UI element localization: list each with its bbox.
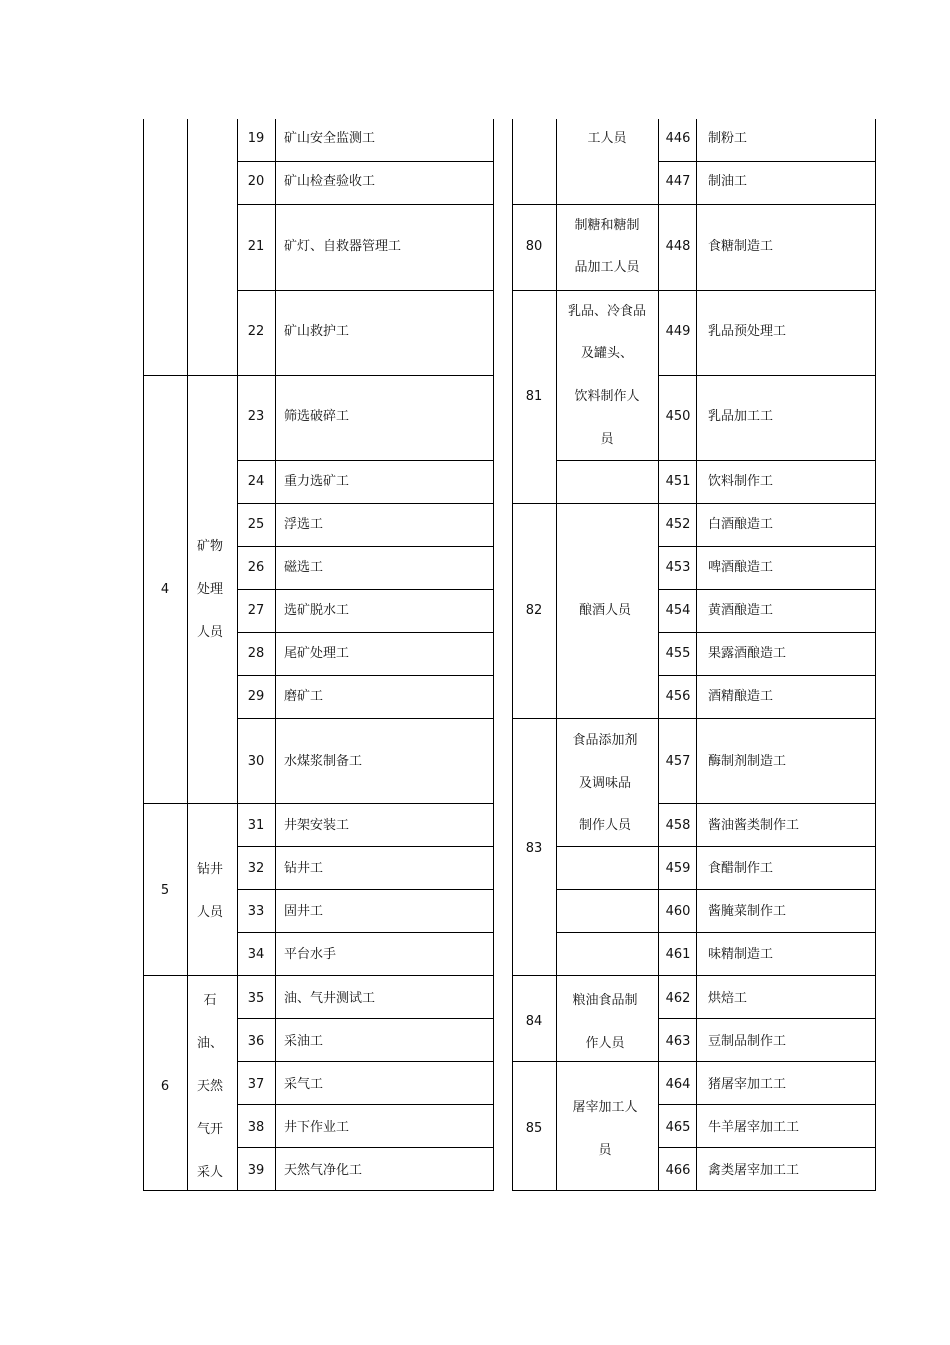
occupation-name: 平台水手	[284, 947, 337, 962]
occupation-name: 尾矿处理工	[284, 646, 350, 661]
occupation-number: 22	[247, 324, 265, 339]
occupation-name: 筛选破碎工	[284, 409, 350, 424]
occupation-name: 磁选工	[284, 560, 324, 575]
occupation-number: 459	[665, 861, 691, 876]
occupation-number: 35	[247, 991, 265, 1006]
category-label: 处理	[196, 582, 224, 597]
occupation-number: 453	[665, 560, 691, 575]
category-label: 人员	[196, 905, 224, 920]
occupation-name: 井架安装工	[284, 818, 350, 833]
occupation-name: 啤酒酿造工	[708, 560, 774, 575]
category-label: 作人员	[585, 1036, 625, 1051]
occupation-name: 天然气净化工	[284, 1163, 363, 1178]
category-label: 及罐头、	[580, 346, 634, 361]
category-label: 酿酒人员	[578, 603, 632, 618]
group-number: 83	[525, 841, 543, 856]
occupation-number: 32	[247, 861, 265, 876]
occupation-number: 456	[665, 689, 691, 704]
category-label: 钻井	[196, 862, 224, 877]
occupation-name: 酱腌菜制作工	[708, 904, 787, 919]
occupation-name: 制油工	[708, 174, 748, 189]
category-label: 人员	[196, 625, 224, 640]
occupation-number: 446	[665, 131, 691, 146]
occupation-name: 烘焙工	[708, 991, 748, 1006]
occupation-name: 矿山安全监测工	[284, 131, 376, 146]
category-label: 工人员	[587, 131, 627, 146]
group-number: 85	[525, 1121, 543, 1136]
occupation-name: 食糖制造工	[708, 239, 774, 254]
group-number: 80	[525, 239, 543, 254]
occupation-name: 乳品预处理工	[708, 324, 787, 339]
category-label: 采人	[196, 1165, 224, 1180]
category-label: 食品添加剂	[572, 733, 638, 748]
occupation-name: 浮选工	[284, 517, 324, 532]
category-label: 员	[598, 1143, 612, 1158]
occupation-name: 酱油酱类制作工	[708, 818, 800, 833]
group-number: 6	[160, 1079, 170, 1094]
occupation-name: 井下作业工	[284, 1120, 350, 1135]
category-label: 天然	[196, 1079, 224, 1094]
occupation-number: 28	[247, 646, 265, 661]
category-label: 石	[203, 993, 217, 1008]
occupation-name: 猪屠宰加工工	[708, 1077, 787, 1092]
occupation-number: 462	[665, 991, 691, 1006]
occupation-number: 449	[665, 324, 691, 339]
occupation-name: 果露酒酿造工	[708, 646, 787, 661]
occupation-name: 矿山检查验收工	[284, 174, 376, 189]
occupation-name: 钻井工	[284, 861, 324, 876]
occupation-number: 38	[247, 1120, 265, 1135]
group-number: 82	[525, 603, 543, 618]
occupation-number: 447	[665, 174, 691, 189]
occupation-number: 448	[665, 239, 691, 254]
category-label: 制作人员	[578, 818, 632, 833]
occupation-name: 重力选矿工	[284, 474, 350, 489]
occupation-number: 464	[665, 1077, 691, 1092]
occupation-number: 463	[665, 1034, 691, 1049]
occupation-name: 固井工	[284, 904, 324, 919]
occupation-number: 450	[665, 409, 691, 424]
category-label: 及调味品	[578, 776, 632, 791]
category-label: 矿物	[196, 539, 224, 554]
occupation-name: 禽类屠宰加工工	[708, 1163, 800, 1178]
occupation-number: 452	[665, 517, 691, 532]
occupation-name: 磨矿工	[284, 689, 324, 704]
occupation-number: 30	[247, 754, 265, 769]
occupation-name: 采气工	[284, 1077, 324, 1092]
occupation-number: 29	[247, 689, 265, 704]
occupation-name: 矿山救护工	[284, 324, 350, 339]
occupation-name: 酒精酿造工	[708, 689, 774, 704]
group-number: 84	[525, 1014, 543, 1029]
occupation-name: 豆制品制作工	[708, 1034, 787, 1049]
category-label: 品加工人员	[574, 260, 640, 275]
occupation-number: 454	[665, 603, 691, 618]
occupation-number: 451	[665, 474, 691, 489]
group-number: 81	[525, 389, 543, 404]
group-number: 5	[160, 883, 170, 898]
category-label: 粮油食品制	[572, 993, 638, 1008]
occupation-number: 23	[247, 409, 265, 424]
occupation-number: 466	[665, 1163, 691, 1178]
occupation-number: 27	[247, 603, 265, 618]
occupation-number: 460	[665, 904, 691, 919]
category-label: 屠宰加工人	[572, 1100, 638, 1115]
category-label: 气开	[196, 1122, 224, 1137]
occupation-name: 选矿脱水工	[284, 603, 350, 618]
occupation-name: 酶制剂制造工	[708, 754, 787, 769]
occupation-name: 食醋制作工	[708, 861, 774, 876]
occupation-name: 饮料制作工	[708, 474, 774, 489]
occupation-number: 24	[247, 474, 265, 489]
occupation-name: 味精制造工	[708, 947, 774, 962]
occupation-number: 21	[247, 239, 265, 254]
occupation-name: 制粉工	[708, 131, 748, 146]
occupation-number: 461	[665, 947, 691, 962]
occupation-number: 25	[247, 517, 265, 532]
occupation-number: 31	[247, 818, 265, 833]
category-label: 饮料制作人	[574, 389, 640, 404]
occupation-number: 26	[247, 560, 265, 575]
occupation-name: 矿灯、自救器管理工	[284, 239, 402, 254]
occupation-number: 36	[247, 1034, 265, 1049]
occupation-number: 455	[665, 646, 691, 661]
occupation-name: 黄酒酿造工	[708, 603, 774, 618]
occupation-name: 采油工	[284, 1034, 324, 1049]
category-label: 制糖和糖制	[574, 218, 640, 233]
occupation-number: 33	[247, 904, 265, 919]
occupation-number: 457	[665, 754, 691, 769]
occupation-number: 19	[247, 131, 265, 146]
group-number: 4	[160, 582, 170, 597]
occupation-name: 油、气井测试工	[284, 991, 376, 1006]
occupation-name: 白酒酿造工	[708, 517, 774, 532]
occupation-name: 牛羊屠宰加工工	[708, 1120, 800, 1135]
occupation-number: 458	[665, 818, 691, 833]
occupation-name: 水煤浆制备工	[284, 754, 363, 769]
occupation-number: 465	[665, 1120, 691, 1135]
occupation-number: 39	[247, 1163, 265, 1178]
category-label: 乳品、冷食品	[567, 304, 647, 319]
category-label: 员	[600, 432, 614, 447]
occupation-number: 34	[247, 947, 265, 962]
occupation-number: 20	[247, 174, 265, 189]
occupation-number: 37	[247, 1077, 265, 1092]
occupation-name: 乳品加工工	[708, 409, 774, 424]
category-label: 油、	[196, 1036, 224, 1051]
